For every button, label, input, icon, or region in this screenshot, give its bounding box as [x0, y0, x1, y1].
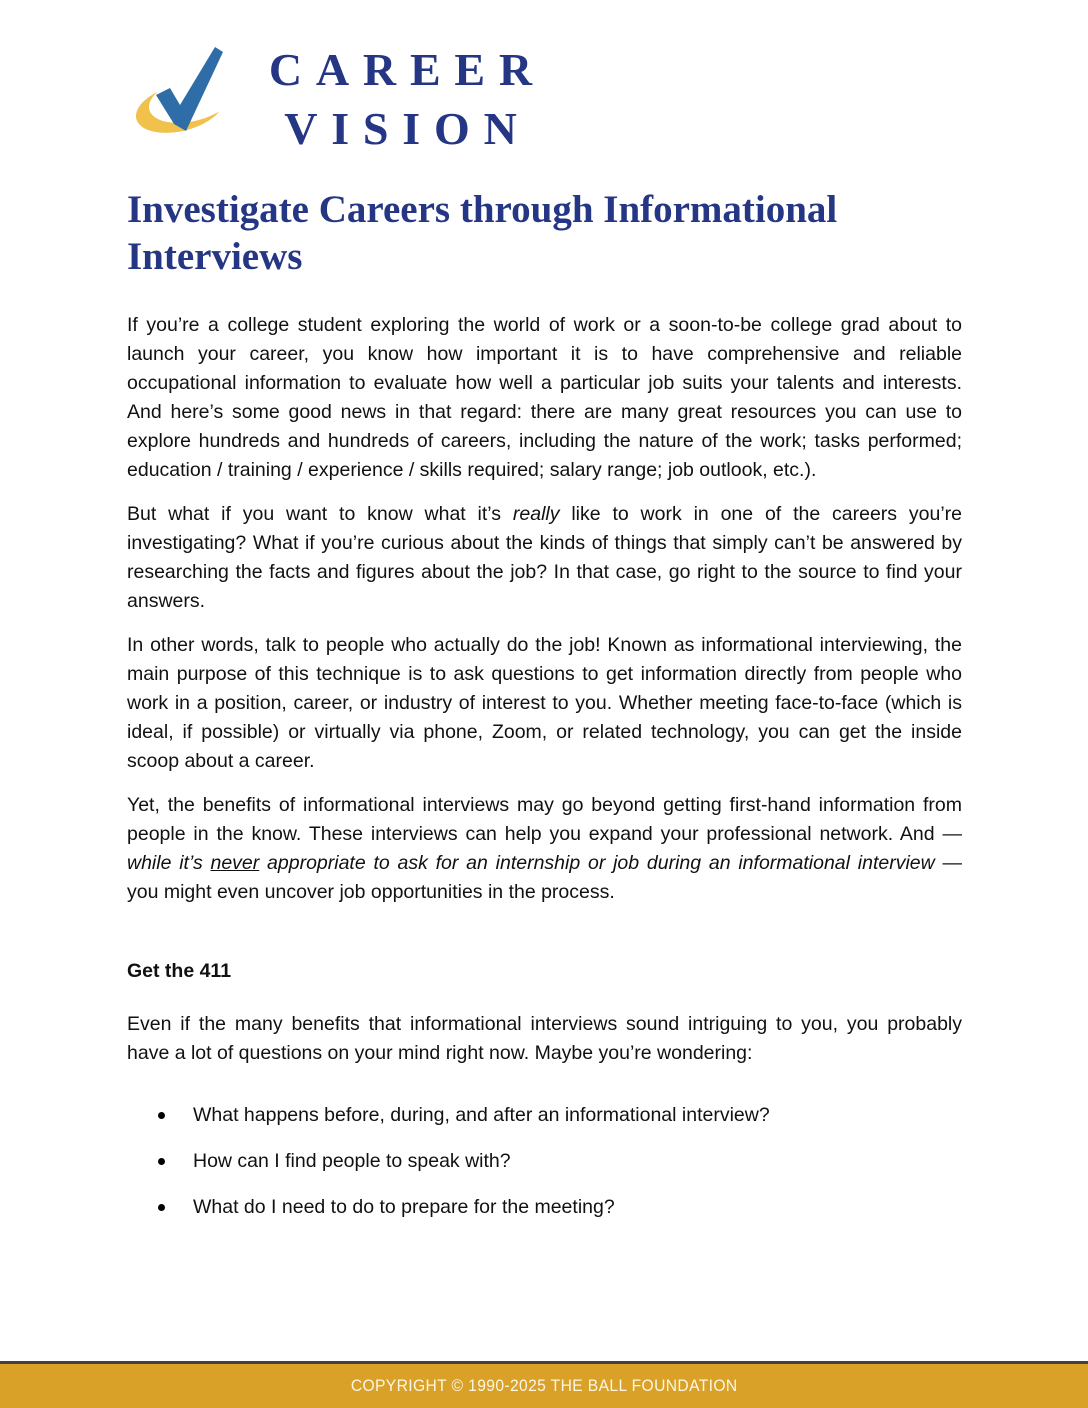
paragraph-3: In other words, talk to people who actually do the job! Known as informational interviewing, the main purpose of this technique is to ask questions to get information directly from people who work in a position, career, or industry of interest to you. Whether meeting face-to-face (which is ideal, if possible) or virtually via phone, Zoom, or related technology, you can get the inside scoop about a career.	[127, 634, 962, 772]
paragraph-4	[127, 791, 962, 907]
paragraph-4-text: — you might even uncover job opportunities in the process.	[127, 852, 962, 903]
career-vision-logo	[130, 45, 546, 152]
paragraph-5: Even if the many benefits that informational interviews sound intriguing to you, you probably have a lot of questions on your mind right now. Maybe you’re wondering:	[127, 1013, 962, 1064]
paragraph-4-text: Yet, the benefits of informational interviews may go beyond getting first-hand information from people in the know. These interviews can help you expand your professional network. And —	[127, 794, 962, 845]
section-heading-get-the-411: Get the 411	[127, 960, 232, 982]
paragraph-4-italic: while it’s	[127, 852, 211, 874]
paragraph-1: If you’re a college student exploring the world of work or a soon-to-be college grad about to launch your career, you know how important it is to have comprehensive and reliable occupational information to evaluate how well a particular job suits your talents and interests. And here’s some good news in that regard: there are many great resources you can use to explore hundreds and hundreds of careers, including the nature of the work; tasks performed; education / training / experience / skills required; salary range; job outlook, etc.).	[127, 314, 962, 481]
list-item-text: What do I need to do to prepare for the meeting?	[193, 1196, 615, 1218]
paragraph-2-italic: really	[512, 503, 560, 525]
logo-wordmark	[262, 44, 546, 154]
list-item	[127, 1101, 962, 1130]
paragraph-4-italic-underline: never	[210, 852, 260, 874]
bullet-icon	[158, 1204, 165, 1211]
copyright-text: COPYRIGHT © 1990-2025 THE BALL FOUNDATION	[350, 1376, 738, 1395]
logo-wordmark-line1: CAREER	[268, 44, 546, 95]
logo-wordmark-line2: VISION	[284, 103, 531, 154]
bullet-icon	[158, 1158, 165, 1165]
list-item	[127, 1147, 962, 1176]
checkmark-swoosh-icon	[130, 45, 240, 145]
bullet-icon	[158, 1112, 165, 1119]
article	[127, 186, 962, 1239]
question-list	[127, 1101, 962, 1222]
list-item-text: What happens before, during, and after an informational interview?	[193, 1104, 770, 1126]
paragraph-2-text: like to work in one of the careers you’re investigating? What if you’re curious about the kinds of things that simply can’t be answered by researching the facts and figures about the job? In that case, go right to the source to find your answers.	[127, 503, 962, 612]
paragraph-2-text: But what if you want to know what it’s	[127, 503, 513, 525]
list-item	[127, 1193, 962, 1222]
list-item-text: How can I find people to speak with?	[193, 1150, 511, 1172]
paragraph-4-italic: appropriate to ask for an internship or job during an informational interview	[259, 852, 935, 874]
footer-bar	[0, 1361, 1088, 1408]
page-title: Investigate Careers through Informational Interviews	[127, 188, 838, 278]
paragraph-2	[127, 500, 962, 616]
